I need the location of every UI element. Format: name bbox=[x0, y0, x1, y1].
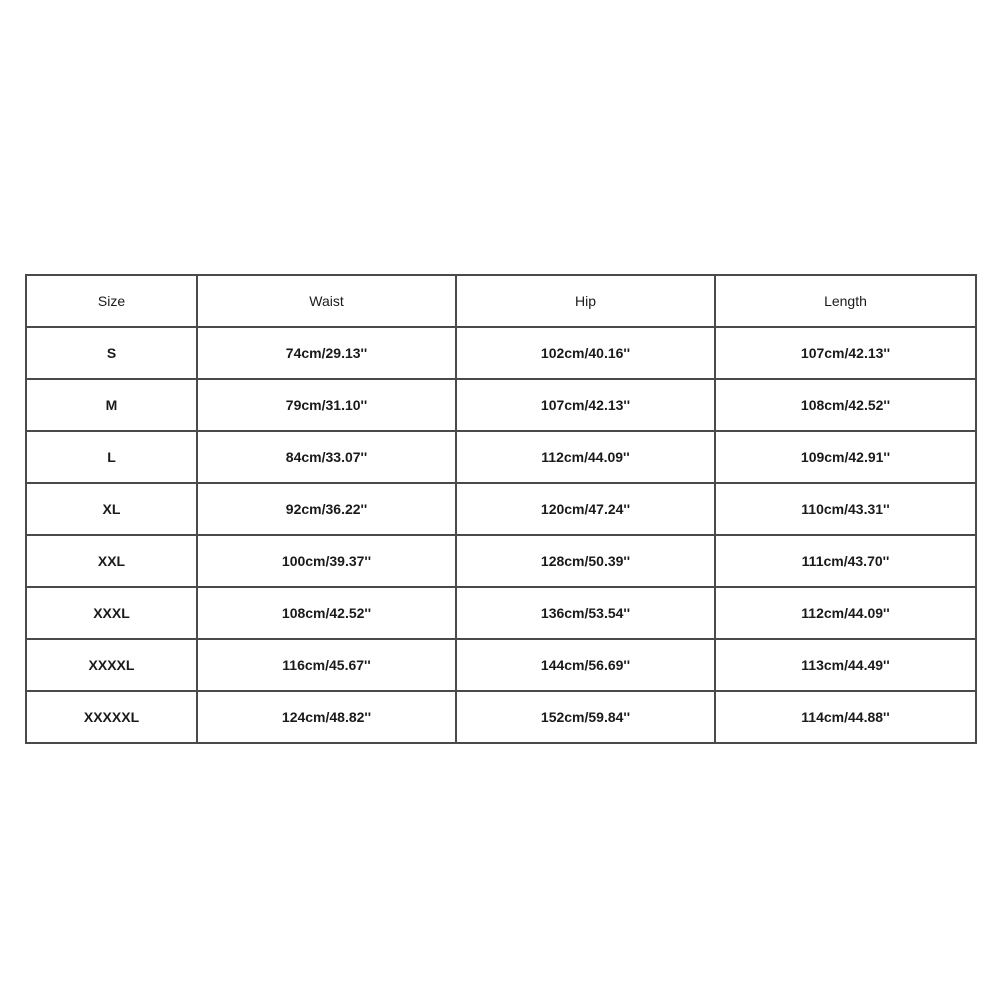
header-waist: Waist bbox=[197, 275, 456, 327]
cell-length: 111cm/43.70'' bbox=[715, 535, 976, 587]
cell-hip: 107cm/42.13'' bbox=[456, 379, 715, 431]
table-row bbox=[26, 483, 976, 535]
cell-length: 109cm/42.91'' bbox=[715, 431, 976, 483]
cell-hip: 112cm/44.09'' bbox=[456, 431, 715, 483]
cell-hip: 128cm/50.39'' bbox=[456, 535, 715, 587]
cell-waist: 79cm/31.10'' bbox=[197, 379, 456, 431]
cell-size: L bbox=[26, 431, 197, 483]
cell-size: XXXXL bbox=[26, 639, 197, 691]
cell-size: XL bbox=[26, 483, 197, 535]
cell-hip: 120cm/47.24'' bbox=[456, 483, 715, 535]
cell-waist: 100cm/39.37'' bbox=[197, 535, 456, 587]
table-row bbox=[26, 431, 976, 483]
header-size: Size bbox=[26, 275, 197, 327]
table-row bbox=[26, 327, 976, 379]
cell-length: 114cm/44.88'' bbox=[715, 691, 976, 743]
cell-size: M bbox=[26, 379, 197, 431]
cell-size: XXXL bbox=[26, 587, 197, 639]
cell-hip: 144cm/56.69'' bbox=[456, 639, 715, 691]
header-hip: Hip bbox=[456, 275, 715, 327]
table-row bbox=[26, 535, 976, 587]
cell-waist: 74cm/29.13'' bbox=[197, 327, 456, 379]
size-chart-table bbox=[25, 274, 977, 744]
cell-length: 112cm/44.09'' bbox=[715, 587, 976, 639]
cell-length: 108cm/42.52'' bbox=[715, 379, 976, 431]
cell-length: 107cm/42.13'' bbox=[715, 327, 976, 379]
cell-size: XXXXXL bbox=[26, 691, 197, 743]
cell-length: 110cm/43.31'' bbox=[715, 483, 976, 535]
cell-waist: 92cm/36.22'' bbox=[197, 483, 456, 535]
cell-hip: 152cm/59.84'' bbox=[456, 691, 715, 743]
table-row bbox=[26, 379, 976, 431]
cell-waist: 116cm/45.67'' bbox=[197, 639, 456, 691]
cell-waist: 108cm/42.52'' bbox=[197, 587, 456, 639]
table-row bbox=[26, 691, 976, 743]
cell-waist: 84cm/33.07'' bbox=[197, 431, 456, 483]
cell-hip: 136cm/53.54'' bbox=[456, 587, 715, 639]
table-row bbox=[26, 639, 976, 691]
table-header-row bbox=[26, 275, 976, 327]
cell-length: 113cm/44.49'' bbox=[715, 639, 976, 691]
cell-size: S bbox=[26, 327, 197, 379]
cell-hip: 102cm/40.16'' bbox=[456, 327, 715, 379]
cell-size: XXL bbox=[26, 535, 197, 587]
table-row bbox=[26, 587, 976, 639]
header-length: Length bbox=[715, 275, 976, 327]
cell-waist: 124cm/48.82'' bbox=[197, 691, 456, 743]
